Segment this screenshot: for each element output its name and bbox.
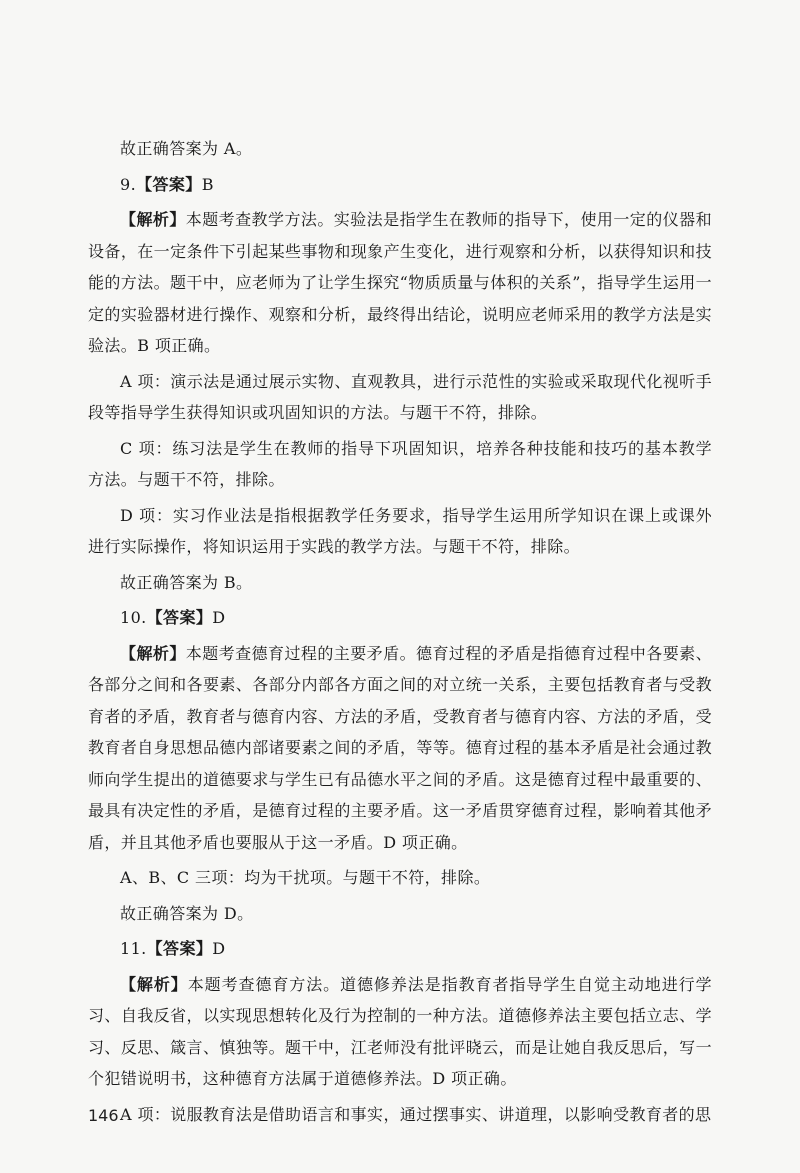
analysis-paragraph: 【解析】本题考查德育过程的主要矛盾。德育过程的矛盾是指德育过程中各要素、各部分之间和各要素、各部分内部各方面之间的对立统一关系，主要包括教育者与受教育者的矛盾，教育者与德育内容、方法的矛盾，受教育者与德育内容、方法的矛盾，受教育者自身思想品德内部诸要素之间的矛盾，等等。德育过程的基本矛盾是社会通过教师向学生提出的道德要求与学生已有品德水平之间的矛盾。这是德育过程中最重要的、最具有决定性的矛盾，是德育过程的主要矛盾。这一矛盾贯穿德育过程，影响着其他矛盾，并且其他矛盾也要服从于这一矛盾。D 项正确。 xyxy=(88,643,712,852)
page-number: 146 xyxy=(88,1106,119,1125)
answer-tag: 【答案】 xyxy=(146,608,213,627)
paragraph: D 项：实习作业法是指根据教学任务要求，指导学生运用所学知识在课上或课外进行实际操作，将知识运用于实践的教学方法。与题干不符，排除。 xyxy=(88,505,712,556)
paragraph: A 项：说服教育法是借助语言和事实，通过摆事实、讲道理，以影响受教育者的思 xyxy=(120,1104,712,1124)
paragraph: C 项：练习法是学生在教师的指导下巩固知识，培养各种技能和技巧的基本教学方法。与题干不符，排除。 xyxy=(88,438,712,489)
paragraph: A 项：演示法是通过展示实物、直观教具，进行示范性的实验或采取现代化视听手段等指导学生获得知识或巩固知识的方法。与题干不符，排除。 xyxy=(88,371,712,422)
answer-line: 11.【答案】D xyxy=(120,939,226,958)
paragraph: A、B、C 三项：均为干扰项。与题干不符，排除。 xyxy=(120,868,491,887)
analysis-paragraph: 【解析】本题考查德育方法。道德修养法是指教育者指导学生自觉主动地进行学习、自我反省，以实现思想转化及行为控制的一种方法。道德修养法主要包括立志、学习、反思、箴言、慎独等。题干中，江老师没有批评晓云，而是让她自我反思后，写一个犯错说明书，这种德育方法属于道德修养法。D 项正确。 xyxy=(88,974,712,1088)
answer-tag: 【答案】 xyxy=(136,174,202,194)
analysis-paragraph: 【解析】本题考查教学方法。实验法是指学生在教师的指导下，使用一定的仪器和设备，在一定条件下引起某些事物和现象产生变化，进行观察和分析，以获得知识和技能的方法。题干中，应老师为了让学生探究“物质质量与体积的关系”，指导学生运用一定的实验器材进行操作、观察和分析，最终得出结论，说明应老师采用的教学方法是实验法。B 项正确。 xyxy=(88,210,712,355)
analysis-tag: 【解析】 xyxy=(120,974,188,994)
page-body xyxy=(88,133,712,1134)
answer-line: 9.【答案】B xyxy=(120,174,214,194)
paragraph: 故正确答案为 D。 xyxy=(120,903,254,923)
analysis-tag: 【解析】 xyxy=(120,643,186,663)
answer-tag: 【答案】 xyxy=(146,939,213,958)
paragraph: 故正确答案为 B。 xyxy=(120,572,253,592)
analysis-tag: 【解析】 xyxy=(120,210,186,229)
paragraph: 故正确答案为 A。 xyxy=(120,139,253,158)
answer-line: 10.【答案】D xyxy=(120,608,226,627)
